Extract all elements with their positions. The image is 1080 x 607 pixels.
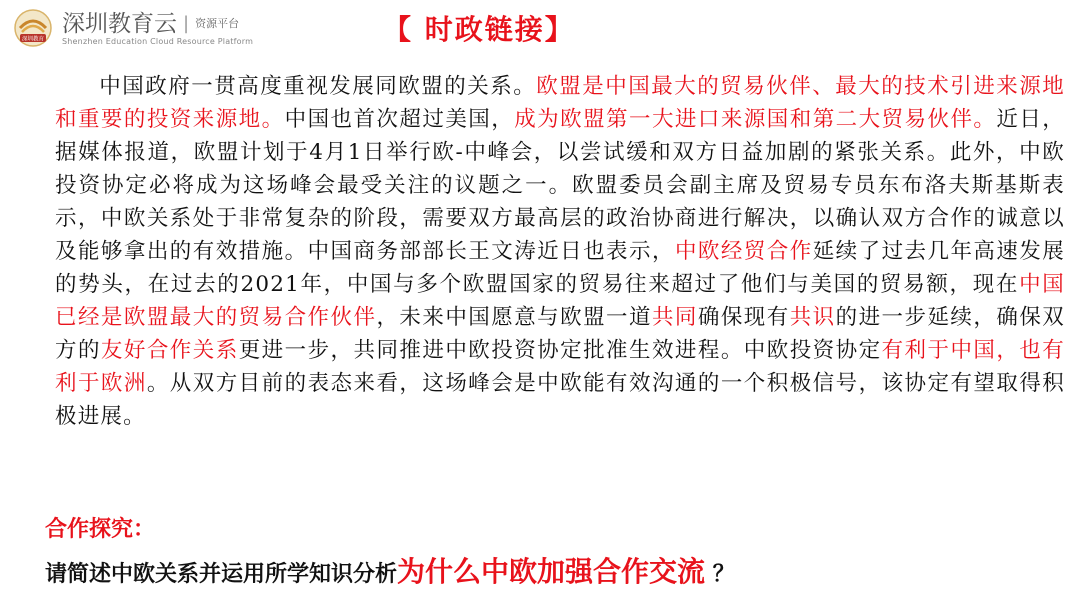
logo-name: 深圳教育云 (62, 10, 177, 37)
article-text: 的进一步延续，确保双方的 (55, 305, 1065, 363)
highlighted-text: 成为欧盟第一大进口来源国和第二大贸易伙伴。 (514, 107, 997, 132)
highlighted-text: 中国已经是欧盟最大的贸易合作伙伴 (55, 272, 1065, 330)
highlighted-text: 共识 (789, 305, 836, 330)
highlighted-text: 中欧经贸合作 (674, 239, 813, 264)
logo-badge-text: 深圳教育 (21, 36, 45, 43)
article-text: 近日，据媒体报道，欧盟计划于4月1日举行欧-中峰会，以尝试缓和双方日益加剧的紧张关系。此外，中欧投资协定必将成为这场峰会最受关注的议题之一。欧盟委员会副主席及贸易专员东布洛夫斯基斯表示，中欧关系处于非常复杂的阶段，需要双方最高层的政治协商进行解决，以确认双方合作的诚意以及能够拿出的有效措施。中国商务部部长王文涛近日也表示， (55, 107, 1065, 264)
logo-subtitle: 资源平台 (195, 16, 240, 30)
question-prefix: 请简述中欧关系并运用所学知识分析 (45, 562, 398, 587)
question (45, 550, 735, 590)
question-highlight: 为什么中欧加强合作交流 (397, 555, 706, 588)
article-text: 确保现有 (697, 305, 790, 330)
highlighted-text: 有利于中国，也有利于欧洲 (55, 338, 1065, 396)
article-text: 。从双方目前的表态来看，这场峰会是中欧能有效沟通的一个积极信号，该协定有望取得积极进展。 (55, 371, 1065, 429)
article-text: 更进一步，共同推进中欧投资协定批准生效进程。中欧投资协定 (238, 338, 882, 363)
article-text: 中国政府一贯高度重视发展同欧盟的关系。 (99, 74, 537, 99)
article-text: ，未来中国愿意与欧盟一道 (376, 305, 652, 330)
logo-divider: | (183, 12, 190, 34)
logo-english: Shenzhen Education Cloud Resource Platform (62, 36, 254, 46)
highlighted-text: 共同 (651, 305, 698, 330)
highlighted-text: 欧盟是中国最大的贸易伙伴、最大的技术引进来源地和重要的投资来源地。 (55, 74, 1065, 132)
highlighted-text: 友好合作关系 (100, 338, 239, 363)
article-body (55, 70, 1065, 433)
article-text: 中国也首次超过美国， (284, 107, 515, 132)
logo (10, 8, 253, 48)
article-text: 延续了过去几年高速发展的势头，在过去的2021年，中国与多个欧盟国家的贸易往来超过了他们与美国的贸易额，现在 (55, 239, 1066, 297)
logo-emblem-icon (10, 8, 56, 48)
question-suffix: ？ (705, 562, 735, 587)
section-tag: 合作探究： (45, 517, 156, 542)
page-title: 【 时政链接】 (383, 13, 575, 46)
